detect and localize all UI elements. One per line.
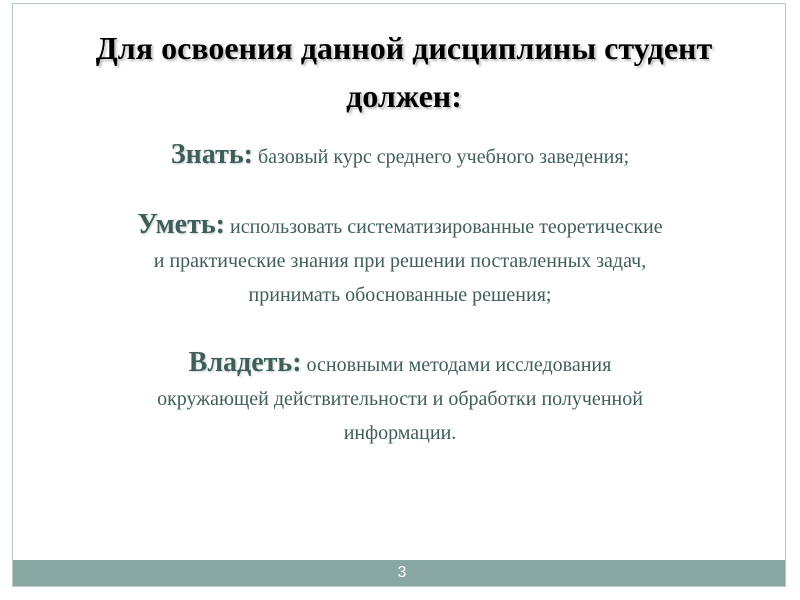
slide-title-line-2: должен:: [346, 78, 462, 114]
own-text-1: основными методами исследования: [306, 354, 612, 376]
know-text: базовый курс среднего учебного заведения;: [257, 146, 630, 168]
own-line-2: окружающей действительности и обработки полученной: [157, 388, 643, 410]
know-line: [25, 138, 775, 174]
can-line-1: [25, 208, 775, 244]
can-text-1: использовать систематизированные теоретические: [230, 216, 663, 238]
own-line-3: информации.: [343, 422, 457, 444]
know-label: Знать:: [170, 139, 253, 170]
slide: [12, 3, 786, 587]
page-number: 3: [397, 564, 407, 581]
own-label: Владеть:: [188, 347, 302, 378]
slide-title: [43, 24, 765, 120]
spacer: [25, 312, 775, 346]
can-line-2: и практические знания при решении поставленных задач,: [153, 250, 647, 272]
spacer: [25, 174, 775, 208]
can-line-3: принимать обоснованные решения;: [248, 284, 552, 306]
can-label: Уметь:: [137, 209, 225, 240]
footer-bar: [13, 560, 785, 586]
own-line-1: [25, 346, 775, 382]
slide-content: [25, 138, 775, 450]
slide-title-line-1: Для освоения данной дисциплины студент: [95, 30, 713, 66]
